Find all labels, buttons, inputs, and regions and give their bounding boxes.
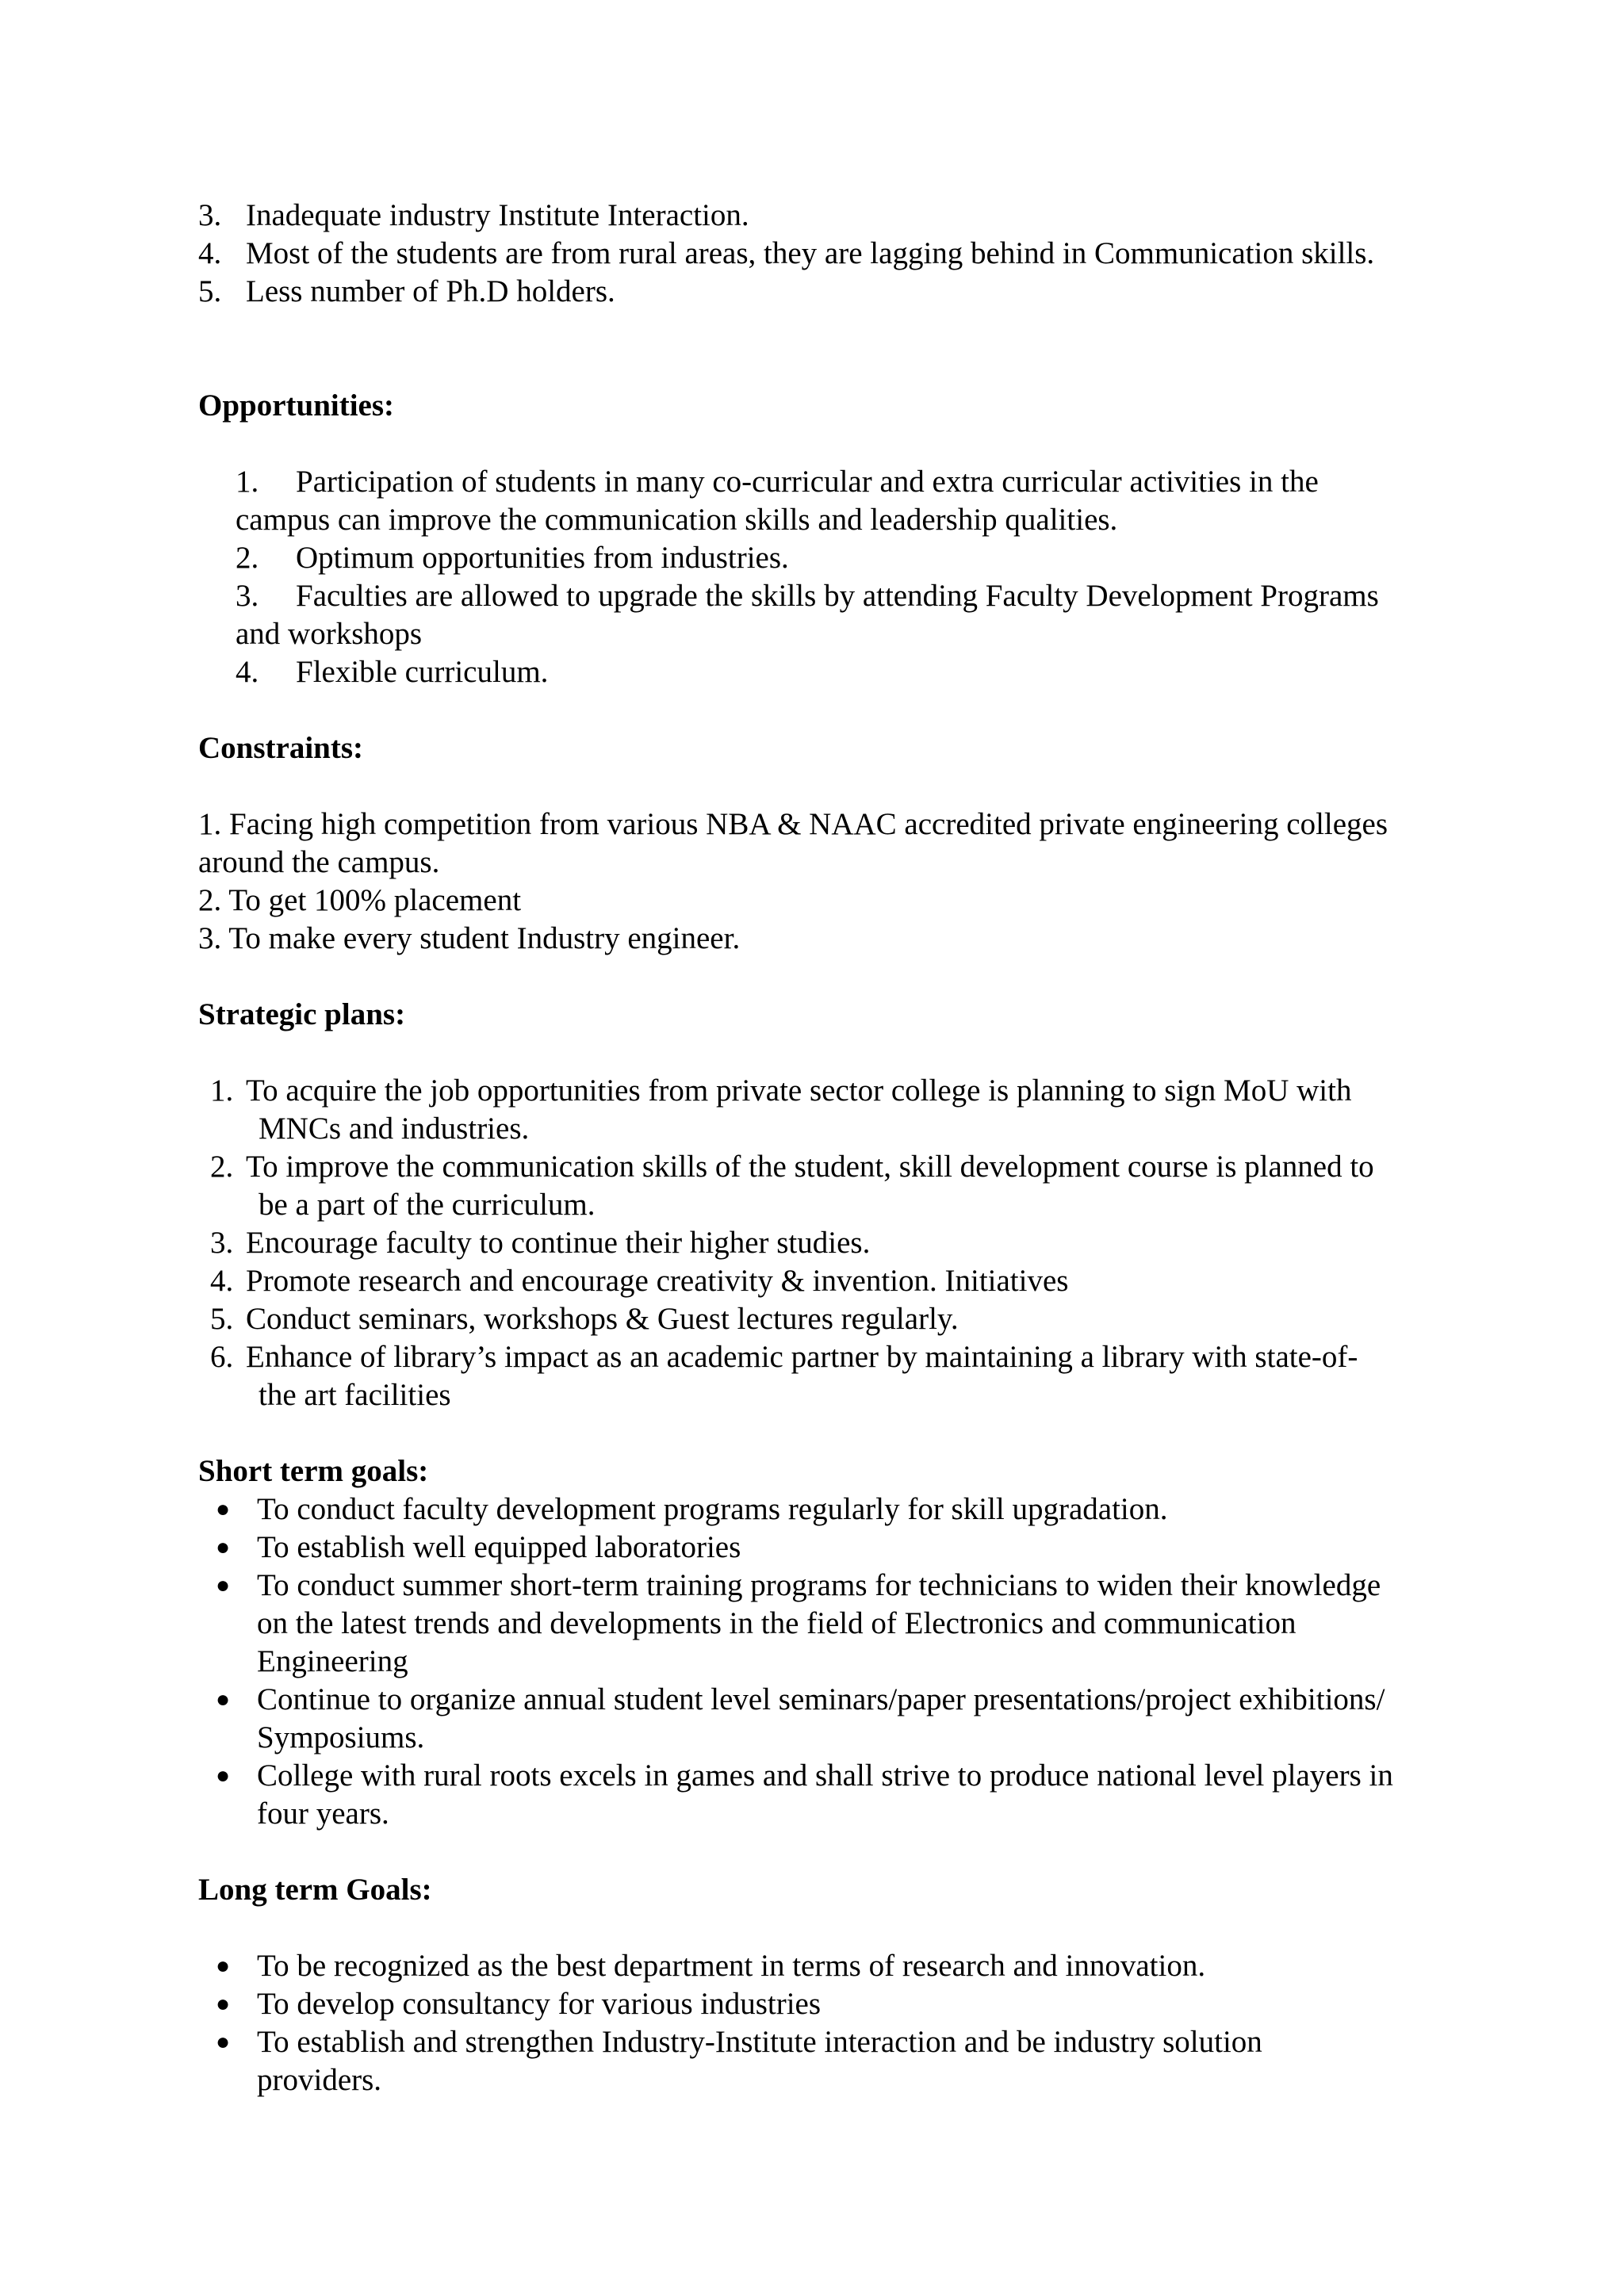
strategic-plan-6-line-1: Enhance of library’s impact as an academic partner by maintaining a library with state-of-: [246, 1340, 1358, 1374]
long-term-goals-heading: Long term Goals:: [198, 1873, 432, 1907]
opportunity-1-line-2: campus can improve the communication skills and leadership qualities.: [236, 503, 1118, 537]
bullet-icon: ●: [216, 1991, 231, 2017]
bullet-icon: ●: [216, 1572, 231, 1598]
weakness-5-number: 5.: [198, 274, 222, 308]
short-goal-1-text: To conduct faculty development programs regularly for skill upgradation.: [257, 1492, 1168, 1526]
strategic-plan-3-number: 3.: [210, 1226, 234, 1260]
strategic-plan-6-number: 6.: [210, 1340, 234, 1374]
bullet-icon: ●: [216, 2029, 231, 2055]
short-goal-3-line-3: Engineering: [257, 1644, 408, 1678]
weakness-3-number: 3.: [198, 198, 222, 232]
opportunity-1-number: 1.: [236, 465, 259, 499]
strategic-plan-1-line-2: MNCs and industries.: [259, 1112, 530, 1146]
constraint-line-3: 2. To get 100% placement: [198, 883, 522, 917]
opportunity-1-line-1: Participation of students in many co-curricular and extra curricular activities in the: [296, 465, 1319, 499]
short-goal-4-line-2: Symposiums.: [257, 1720, 425, 1755]
bullet-icon: ●: [216, 1686, 231, 1712]
short-goal-2-text: To establish well equipped laboratories: [257, 1530, 741, 1564]
constraint-line-2: around the campus.: [198, 845, 440, 879]
strategic-plan-5-text: Conduct seminars, workshops & Guest lectures regularly.: [246, 1302, 959, 1336]
strategic-plan-1-line-1: To acquire the job opportunities from private sector college is planning to sign MoU with: [246, 1073, 1352, 1108]
short-goal-5-line-1: College with rural roots excels in games and shall strive to produce national level players in: [257, 1758, 1393, 1793]
opportunity-2-number: 2.: [236, 541, 259, 575]
short-term-goals-heading: Short term goals:: [198, 1454, 429, 1488]
opportunity-3-number: 3.: [236, 579, 259, 613]
opportunity-3-line-2: and workshops: [236, 617, 423, 651]
opportunity-3-line-1: Faculties are allowed to upgrade the skills by attending Faculty Development Programs: [296, 579, 1379, 613]
opportunity-2-text: Optimum opportunities from industries.: [296, 541, 789, 575]
constraints-heading: Constraints:: [198, 731, 364, 765]
strategic-plan-4-number: 4.: [210, 1264, 234, 1298]
opportunity-4-text: Flexible curriculum.: [296, 655, 549, 689]
weakness-4-number: 4.: [198, 236, 222, 270]
short-goal-5-line-2: four years.: [257, 1797, 389, 1831]
constraint-line-1: 1. Facing high competition from various NBA & NAAC accredited private engineering colleges: [198, 807, 1388, 841]
strategic-plan-2-line-2: be a part of the curriculum.: [259, 1188, 596, 1222]
opportunity-4-number: 4.: [236, 655, 259, 689]
short-goal-3-line-2: on the latest trends and developments in the field of Electronics and communication: [257, 1606, 1297, 1640]
long-goal-3-line-2: providers.: [257, 2063, 382, 2097]
weakness-3-text: Inadequate industry Institute Interaction.: [246, 198, 749, 232]
strategic-plans-heading: Strategic plans:: [198, 997, 406, 1031]
bullet-icon: ●: [216, 1496, 231, 1522]
strategic-plan-1-number: 1.: [210, 1073, 234, 1108]
weakness-5-text: Less number of Ph.D holders.: [246, 274, 615, 308]
short-goal-4-line-1: Continue to organize annual student level seminars/paper presentations/project exhibitions/: [257, 1682, 1385, 1716]
strategic-plan-4-text: Promote research and encourage creativity & invention. Initiatives: [246, 1264, 1069, 1298]
short-goal-3-line-1: To conduct summer short-term training programs for technicians to widen their knowledge: [257, 1568, 1381, 1602]
bullet-icon: ●: [216, 1953, 231, 1979]
long-goal-1-text: To be recognized as the best department in terms of research and innovation.: [257, 1949, 1206, 1983]
constraint-line-4: 3. To make every student Industry engineer.: [198, 921, 741, 955]
bullet-icon: ●: [216, 1534, 231, 1560]
long-goal-3-line-1: To establish and strengthen Industry-Institute interaction and be industry solution: [257, 2025, 1262, 2059]
strategic-plan-5-number: 5.: [210, 1302, 234, 1336]
long-goal-2-text: To develop consultancy for various industries: [257, 1987, 822, 2021]
weakness-4-text: Most of the students are from rural areas, they are lagging behind in Communication skills.: [246, 236, 1375, 270]
opportunities-heading: Opportunities:: [198, 388, 395, 423]
strategic-plan-3-text: Encourage faculty to continue their higher studies.: [246, 1226, 871, 1260]
strategic-plan-2-number: 2.: [210, 1150, 234, 1184]
strategic-plan-2-line-1: To improve the communication skills of the student, skill development course is planned to: [246, 1150, 1374, 1184]
bullet-icon: ●: [216, 1762, 231, 1789]
strategic-plan-6-line-2: the art facilities: [259, 1378, 451, 1412]
